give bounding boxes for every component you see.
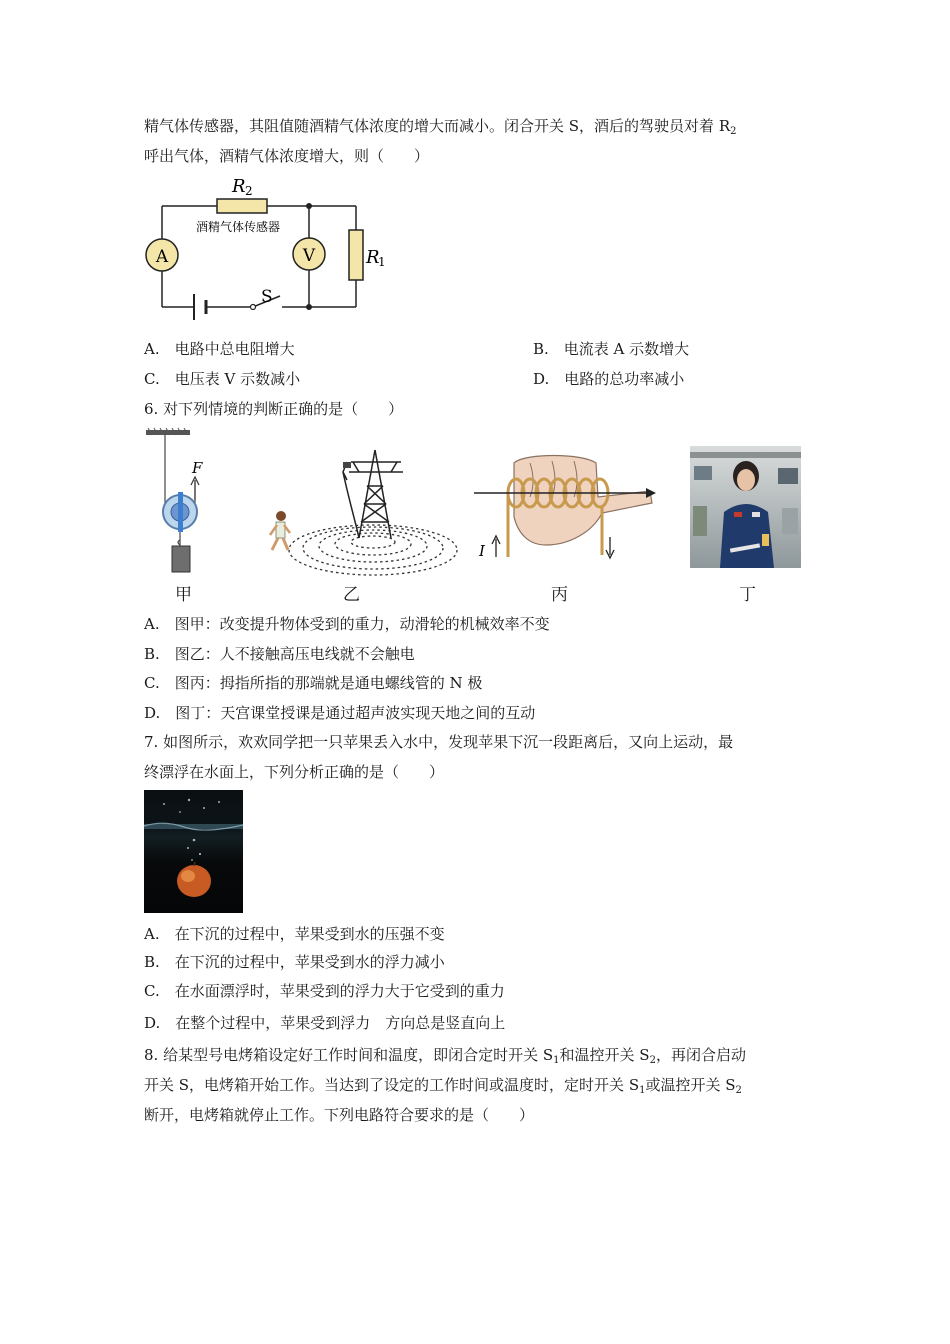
ammeter-label: A — [155, 247, 169, 267]
walking-person-icon — [270, 511, 290, 550]
q8-stem-line3: 断开，电烤箱就停止工作。下列电路符合要求的是（ ） — [144, 1106, 535, 1124]
q5-option-b: B. 电流表 A 示数增大 — [533, 340, 690, 358]
step-voltage-rings — [289, 525, 457, 575]
q6-option-d: D. 图丁：天宫课堂授课是通过超声波实现天地之间的互动 — [144, 704, 536, 722]
r1-label-sub: 1 — [378, 255, 386, 269]
q8-stem-line2: 开关 S，电烤箱开始工作。当达到了设定的工作时间或温度时，定时开关 $S_1$或温控开关 $S_2$ — [144, 1076, 742, 1096]
q6-option-a: A. 图甲：改变提升物体受到的重力，动滑轮的机械效率不变 — [144, 615, 550, 633]
q6-stem: 6. 对下列情境的判断正确的是（ ） — [144, 400, 404, 418]
q8-stem-line1: 8. 给某型号电烤箱设定好工作时间和温度，即闭合定时开关 $S_1$和温控开关 $S_2$，再闭合启动 — [144, 1046, 746, 1066]
q7-option-c: C. 在水面漂浮时，苹果受到的浮力大于它受到的重力 — [144, 982, 505, 1000]
current-label: I — [479, 542, 485, 560]
q5-circuit-diagram — [140, 172, 386, 327]
figure-caption-jia: 甲 — [175, 585, 192, 605]
voltmeter-label: V — [302, 246, 316, 266]
q7-option-a: A. 在下沉的过程中，苹果受到水的压强不变 — [144, 925, 445, 943]
q7-stem-line1: 7. 如图所示，欢欢同学把一只苹果丢入水中，发现苹果下沉一段距离后，又向上运动，最 — [144, 733, 734, 751]
weight-block-icon — [172, 546, 190, 572]
force-label: F — [192, 459, 203, 477]
r2-sensor-resistor — [217, 199, 267, 213]
apple-icon — [177, 865, 211, 897]
switch-label: S — [261, 287, 273, 307]
r1-label: R — [366, 247, 380, 268]
q6-figure-pulley — [140, 428, 220, 578]
q6-option-c: C. 图丙：拇指所指的那端就是通电螺线管的 N 极 — [144, 674, 483, 692]
figure-caption-yi: 乙 — [343, 585, 360, 605]
sensor-label: 酒精气体传感器 — [196, 220, 281, 234]
hand-icon — [514, 456, 652, 546]
r1-resistor — [349, 230, 363, 280]
q6-figure-space-classroom-photo — [690, 446, 801, 568]
q6-option-b: B. 图乙：人不接触高压电线就不会触电 — [144, 645, 415, 663]
figure-caption-ding: 丁 — [739, 585, 756, 605]
q5-stem-line2: 呼出气体，酒精气体浓度增大，则（ ） — [144, 147, 430, 165]
q5-option-d: D. 电路的总功率减小 — [533, 370, 685, 388]
q7-option-b: B. 在下沉的过程中，苹果受到水的浮力减小 — [144, 953, 445, 971]
battery-icon — [194, 294, 206, 320]
figure-caption-bing: 丙 — [551, 585, 568, 605]
q5-stem-line1: 精气体传感器，其阻值随酒精气体浓度的增大而减小。闭合开关 S，酒后的驾驶员对着 $R_2$ — [144, 117, 737, 137]
q5-option-a: A. 电路中总电阻增大 — [144, 340, 295, 358]
r2-label-sub: 2 — [245, 184, 253, 198]
r2-label: R — [232, 176, 246, 197]
q7-figure-apple-in-water-photo — [144, 790, 243, 913]
q6-figure-tower — [255, 440, 440, 580]
q5-option-c: C. 电压表 V 示数减小 — [144, 370, 301, 388]
q7-option-d: D. 在整个过程中，苹果受到浮力 方向总是竖直向上 — [144, 1014, 506, 1032]
q6-figure-solenoid — [470, 455, 662, 570]
q7-stem-line2: 终漂浮在水面上，下列分析正确的是（ ） — [144, 763, 445, 781]
